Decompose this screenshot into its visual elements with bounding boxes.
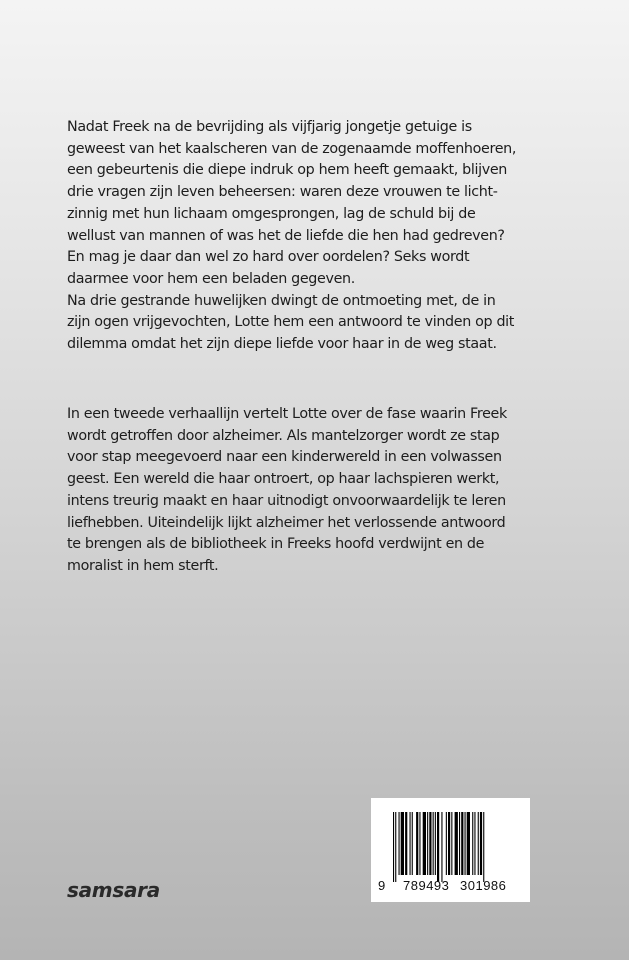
barcode-bar	[429, 812, 431, 875]
barcode-bar	[410, 812, 411, 875]
barcode-bar	[472, 812, 473, 875]
barcode-bar	[427, 812, 428, 875]
barcode-digit-first: 9	[378, 878, 386, 893]
barcode-bar	[483, 812, 484, 882]
barcode-bar	[474, 812, 475, 875]
barcode-bar	[419, 812, 420, 875]
text-line: geest. Een wereld die haar ontroert, op haar lachspieren werkt,	[67, 471, 500, 488]
barcode-bar	[405, 812, 407, 875]
barcode-bar	[435, 812, 436, 875]
barcode-bar	[451, 812, 452, 875]
publisher-logo: samsara	[67, 878, 160, 902]
barcode-bar	[446, 812, 447, 875]
barcode-bar	[480, 812, 482, 875]
barcode-bar	[441, 812, 442, 882]
isbn-barcode	[371, 798, 530, 902]
barcode-bar	[423, 812, 426, 875]
barcode-bar	[412, 812, 413, 875]
text-line: wellust van mannen of was het de liefde die hen had gedreven?	[67, 227, 505, 244]
barcode-bar	[478, 812, 479, 875]
barcode-bar	[395, 812, 396, 882]
text-line: liefhebben. Uiteindelijk lijkt alzheimer het verlossende antwoord	[67, 514, 506, 531]
barcode-bar	[437, 812, 439, 882]
text-line: moralist in hem sterft.	[67, 557, 219, 574]
barcode-bar	[393, 812, 394, 882]
barcode-bar	[465, 812, 466, 875]
text-line: intens treurig maakt en haar uitnodigt onvoorwaardelijk te leren	[67, 492, 506, 509]
barcode-bar	[448, 812, 450, 875]
barcode-bar	[461, 812, 463, 875]
text-line: Nadat Freek na de bevrijding als vijfjarig jongetje getuige is	[67, 119, 472, 135]
text-line: te brengen als de bibliotheek in Freeks hoofd verdwijnt en de	[67, 536, 485, 553]
barcode-bar	[416, 812, 418, 875]
text-line: Na drie gestrande huwelijken dwingt de ontmoeting met, de in	[67, 292, 496, 309]
text-line: In een tweede verhaallijn vertelt Lotte over de fase waarin Freek	[67, 406, 507, 422]
blurb-paragraph-1	[67, 117, 627, 356]
barcode-bar	[459, 812, 460, 875]
text-line: dilemma omdat het zijn diepe liefde voor haar in de weg staat.	[67, 336, 497, 353]
barcode-bar	[455, 812, 458, 875]
barcode-group-1: 789493	[403, 878, 450, 893]
text-line: een gebeurtenis die diepe indruk op hem heeft gemaakt, blijven	[67, 162, 508, 179]
barcode-bar	[401, 812, 404, 875]
blurb-paragraph-2	[67, 404, 627, 578]
text-line: zijn ogen vrijgevochten, Lotte hem een antwoord te vinden op dit	[67, 314, 515, 331]
barcode-bar	[433, 812, 434, 875]
text-line: daarmee voor hem een beladen gegeven.	[67, 270, 355, 287]
text-line: geweest van het kaalscheren van de zogenaamde moffenhoeren,	[67, 140, 517, 157]
barcode-bars	[391, 812, 523, 882]
text-line: drie vragen zijn leven beheersen: waren deze vrouwen te licht-	[67, 184, 498, 201]
text-line: wordt getroffen door alzheimer. Als mantelzorger wordt ze stap	[67, 427, 500, 444]
text-line: En mag je daar dan wel zo hard over oordelen? Seks wordt	[67, 249, 470, 266]
barcode-bar	[467, 812, 470, 875]
text-line: voor stap meegevoerd naar een kinderwereld in een volwassen	[67, 449, 502, 466]
barcode-bar	[399, 812, 400, 875]
text-line: zinnig met hun lichaam omgesprongen, lag de schuld bij de	[67, 205, 476, 222]
barcode-group-2: 301986	[460, 878, 507, 893]
